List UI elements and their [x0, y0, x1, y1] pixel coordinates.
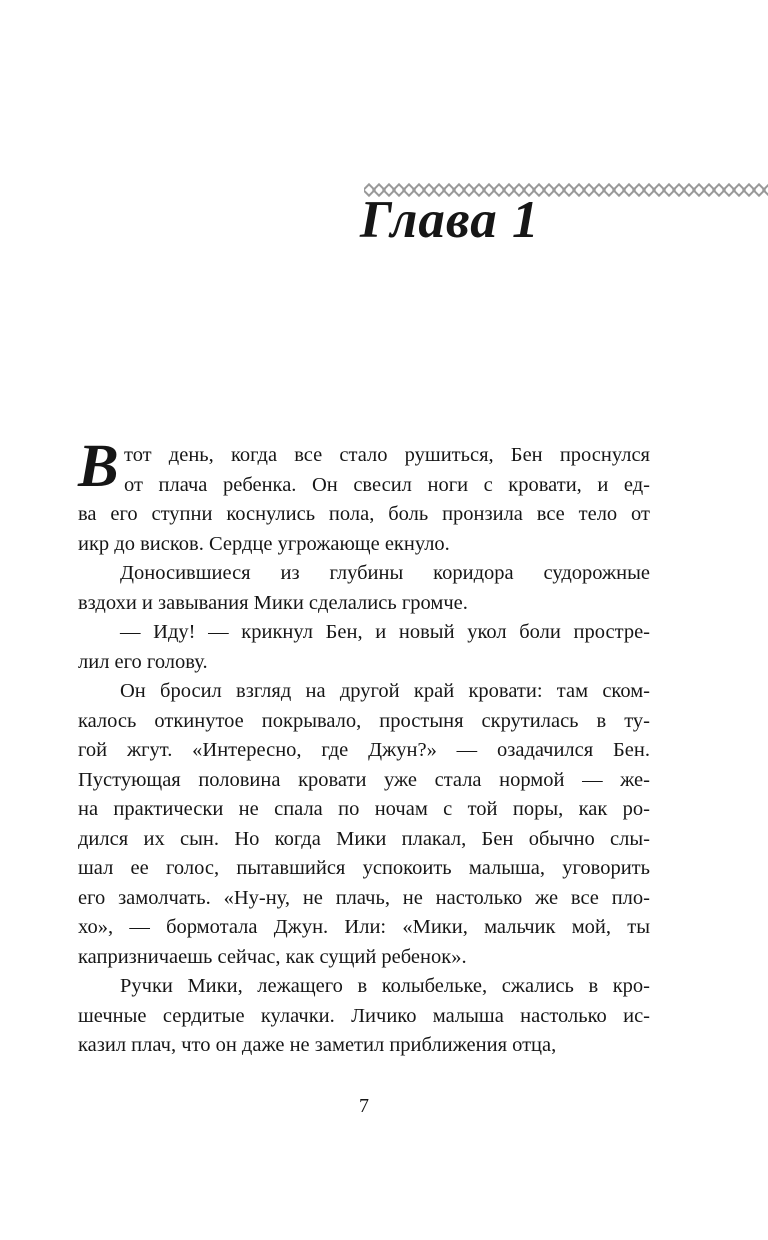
paragraph — [78, 618, 650, 677]
text-line: — Иду! — крикнул Бен, и новый укол боли простре- — [120, 621, 650, 643]
text-line: ва его ступни коснулись пола, боль пронзила все тело от — [78, 503, 650, 525]
text-line: вздохи и завывания Мики сделались громче. — [78, 591, 468, 614]
text-line: капризничаешь сейчас, как сущий ребенок». — [78, 945, 467, 968]
page-number: 7 — [359, 1095, 369, 1117]
text-line: тот день, когда все стало рушиться, Бен проснулся — [124, 444, 650, 466]
paragraph — [78, 559, 650, 618]
text-line: лил его голову. — [78, 650, 208, 673]
text-line: Пустующая половина кровати уже стала нормой — же- — [78, 768, 650, 791]
text-line: на практически не спала по ночам с той поры, как ро- — [78, 798, 650, 820]
text-line: дился их сын. Но когда Мики плакал, Бен обычно слы- — [78, 827, 650, 850]
text-line: его замолчать. «Ну-ну, не плачь, не настолько же все пло- — [78, 886, 650, 909]
chapter-title: Глава 1 — [360, 191, 540, 249]
text-line: шал ее голос, пытавшийся успокоить малыша, уговорить — [78, 857, 650, 879]
body-text — [78, 433, 650, 1061]
text-line: гой жгут. «Интересно, где Джун?» — озадачился Бен. — [78, 739, 650, 761]
paragraph — [78, 677, 650, 972]
text-line: шечные сердитые кулачки. Личико малыша настолько ис- — [78, 1004, 650, 1027]
text-line: хо», — бормотала Джун. Или: «Мики, мальчик мой, ты — [78, 916, 650, 938]
text-line: калось откинутое покрывало, простыня скрутилась в ту- — [78, 709, 650, 732]
text-line: Ручки Мики, лежащего в колыбельке, сжались в кро- — [120, 975, 650, 997]
text-line: казил плач, что он даже не заметил приближения отца, — [78, 1034, 557, 1056]
drop-cap: В — [78, 433, 119, 500]
paragraph — [78, 972, 650, 1061]
text-line: Доносившиеся из глубины коридора судорожные — [120, 562, 650, 584]
text-line: от плача ребенка. Он свесил ноги с кровати, и ед- — [124, 473, 650, 496]
text-line: Он бросил взгляд на другой край кровати: там ском- — [120, 680, 650, 702]
paragraph — [78, 433, 650, 559]
text-line: икр до висков. Сердце угрожающе екнуло. — [78, 532, 450, 555]
diamond-icon — [762, 183, 768, 197]
